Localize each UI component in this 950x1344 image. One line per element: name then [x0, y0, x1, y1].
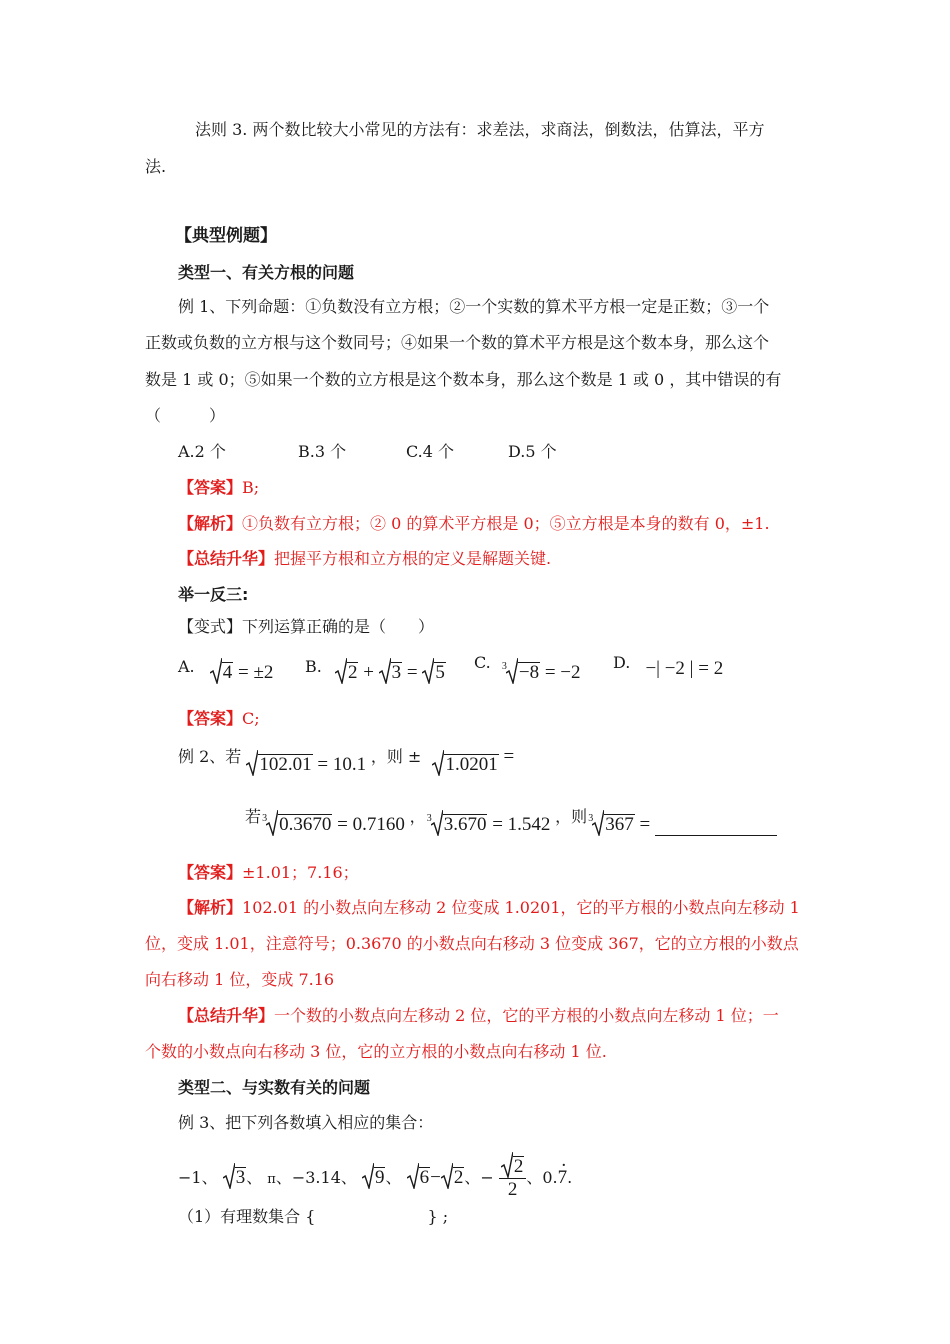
ex3-title: 例 3、把下列各数填入相应的集合：	[178, 1113, 434, 1132]
variant-option-b	[305, 656, 446, 683]
option-label: B.	[305, 657, 322, 676]
ex2-summary-line1: 【总结升华】一个数的小数点向左移动 2 位，它的平方根的小数点向左移动 1 位；一	[178, 1006, 779, 1025]
option-b-expr: 2 + 3 = 5	[335, 662, 446, 683]
sqrt-icon: 5	[422, 662, 446, 684]
ex2-answer	[178, 862, 359, 884]
variant-option-d	[613, 652, 724, 679]
variant-text: 下列运算正确的是（ ）	[242, 617, 435, 636]
sqrt-icon: 3	[223, 1167, 247, 1189]
ex1-option-a: A.2 个	[178, 442, 226, 461]
ex3-q1: （1）有理数集合 { } ;	[178, 1207, 449, 1226]
sqrt-icon: 6	[407, 1167, 431, 1189]
rule3-line1: 法则 3. 两个数比较大小常见的方法有：求差法，求商法，倒数法，估算法，平方	[195, 120, 765, 139]
cube-root-icon: 3 0.3670	[266, 814, 332, 836]
ex1-line4: （ ）	[145, 406, 226, 425]
answer-value: C;	[242, 709, 260, 728]
ex1-option-c: C.4 个	[406, 442, 455, 461]
analysis-text: ①负数有立方根；② 0 的算术平方根是 0；⑤立方根是本身的数有 0，±1.	[242, 514, 770, 533]
ex1-line3: 数是 1 或 0；⑤如果一个数的立方根是这个数本身，那么这个数是 1 或 0 ，其中错误的有	[145, 370, 782, 389]
summary-text: 把握平方根和立方根的定义是解题关键.	[274, 549, 552, 568]
option-c-expr: 3 −8 = −2	[506, 662, 581, 683]
repeating-dot: · 7	[558, 1167, 568, 1188]
sqrt-icon: 4	[210, 662, 234, 684]
variant-answer	[178, 708, 260, 730]
answer-tag: 【答案】	[178, 863, 243, 882]
ex1-line1: 例 1、下列命题：①负数没有立方根；②一个实数的算术平方根一定是正数；③一个	[178, 297, 770, 316]
sqrt-icon: 102.01	[246, 754, 312, 776]
sqrt-icon: 1.0201	[432, 754, 498, 776]
ex1-answer	[178, 477, 259, 499]
summary-tag: 【总结升华】	[178, 549, 275, 568]
answer-value: B;	[242, 478, 260, 497]
section-title: 【典型例题】	[175, 226, 277, 246]
answer-tag: 【答案】	[178, 709, 243, 728]
ex2-line2: 若 3 0.3670 = 0.7160 ， 3 3.670 = 1.542 ，则 3 367 =	[245, 806, 777, 828]
type1-heading: 类型一、有关方根的问题	[178, 263, 355, 282]
rule3-line2: 法.	[145, 157, 167, 176]
ex1-option-b: B.3 个	[298, 442, 347, 461]
option-a-expr: 4 = ±2	[210, 662, 274, 683]
sqrt-icon: 2	[441, 1167, 465, 1189]
ex1-analysis	[178, 513, 770, 535]
variant-option-c	[474, 652, 581, 683]
variant-option-a	[178, 656, 274, 683]
ex3-numbers: −1、 3、 π、−3.14、 9、 6− 2、− $\frac{2}{2}$ 、0.· 7.	[178, 1156, 572, 1201]
ex1-line2: 正数或负数的立方根与这个数同号；④如果一个数的算术平方根是这个数本身，那么这个	[145, 333, 770, 352]
cube-root-icon: 3 −8	[506, 662, 540, 684]
ex2-analysis-line2: 位，变成 1.01，注意符号；0.3670 的小数点向右移动 3 位变成 367，它的立方根的小数点	[145, 934, 799, 953]
ex2-analysis-line1: 【解析】102.01 的小数点向左移动 2 位变成 1.0201，它的平方根的小数点向左移动 1	[178, 898, 800, 917]
option-label: D.	[613, 653, 631, 672]
analysis-tag: 【解析】	[178, 898, 243, 917]
practice-heading: 举一反三:	[178, 585, 249, 604]
ex2-line1: 例 2、若 102.01 = 10.1 ，则 ± 1.0201 =	[178, 746, 515, 775]
ex1-summary	[178, 548, 551, 570]
variant-tag: 【变式】	[178, 617, 243, 636]
fraction: $\frac{2}{2}$	[499, 1156, 527, 1201]
answer-value: ±1.01；7.16；	[242, 863, 359, 882]
sqrt-icon: 9	[362, 1167, 386, 1189]
cube-root-icon: 3 3.670	[431, 814, 488, 836]
ex2-analysis-line3: 向右移动 1 位，变成 7.16	[145, 970, 335, 989]
variant-question	[178, 616, 434, 638]
option-label: A.	[178, 657, 195, 676]
sqrt-icon: 2	[335, 662, 359, 684]
cube-root-icon: 3 367	[592, 814, 635, 836]
sqrt-icon: 3	[379, 662, 403, 684]
ex2-summary-line2: 个数的小数点向右移动 3 位，它的立方根的小数点向右移动 1 位.	[145, 1042, 607, 1061]
sqrt-icon: 2	[501, 1156, 525, 1178]
option-label: C.	[474, 653, 491, 672]
summary-tag: 【总结升华】	[178, 1006, 275, 1025]
analysis-tag: 【解析】	[178, 514, 243, 533]
ex1-option-d: D.5 个	[508, 442, 557, 461]
answer-tag: 【答案】	[178, 478, 243, 497]
option-d-expr: −| −2 | = 2	[645, 658, 724, 679]
answer-blank[interactable]	[655, 819, 777, 836]
type2-heading: 类型二、与实数有关的问题	[178, 1078, 371, 1097]
